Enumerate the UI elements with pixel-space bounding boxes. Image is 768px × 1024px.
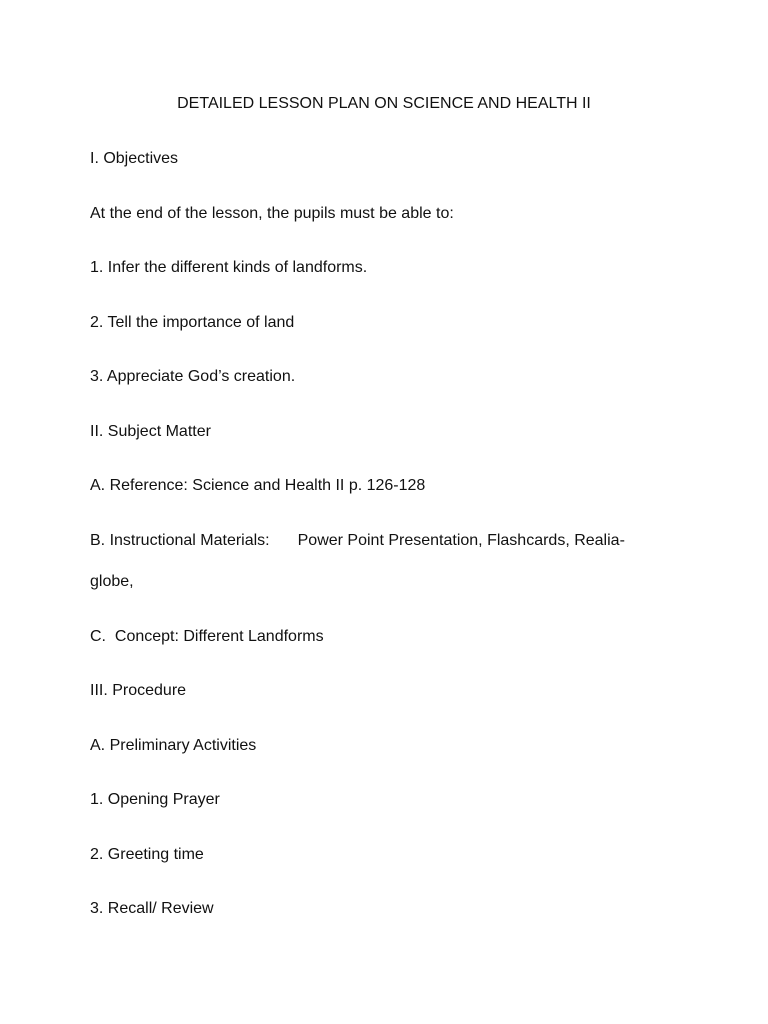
preliminary-item-1: 1. Opening Prayer [90, 791, 220, 808]
subject-matter-heading: II. Subject Matter [90, 423, 211, 440]
document-title: DETAILED LESSON PLAN ON SCIENCE AND HEALTH II [177, 95, 591, 112]
materials-label: B. Instructional Materials: [90, 532, 270, 549]
objective-item-2: 2. Tell the importance of land [90, 314, 295, 331]
objectives-intro: At the end of the lesson, the pupils must be able to: [90, 205, 454, 222]
objectives-heading: I. Objectives [90, 150, 179, 167]
materials-line [90, 531, 625, 551]
preliminary-heading: A. Preliminary Activities [90, 737, 257, 754]
reference-line: A. Reference: Science and Health II p. 126-128 [90, 477, 426, 494]
preliminary-item-3: 3. Recall/ Review [90, 900, 214, 917]
materials-value: Power Point Presentation, Flashcards, Realia- [297, 532, 625, 549]
objective-item-1: 1. Infer the different kinds of landforms. [90, 259, 368, 276]
procedure-heading: III. Procedure [90, 682, 187, 699]
objective-item-3: 3. Appreciate God’s creation. [90, 368, 296, 385]
materials-continuation: globe, [90, 573, 134, 590]
preliminary-item-2: 2. Greeting time [90, 846, 204, 863]
concept-line: C. Concept: Different Landforms [90, 628, 324, 645]
